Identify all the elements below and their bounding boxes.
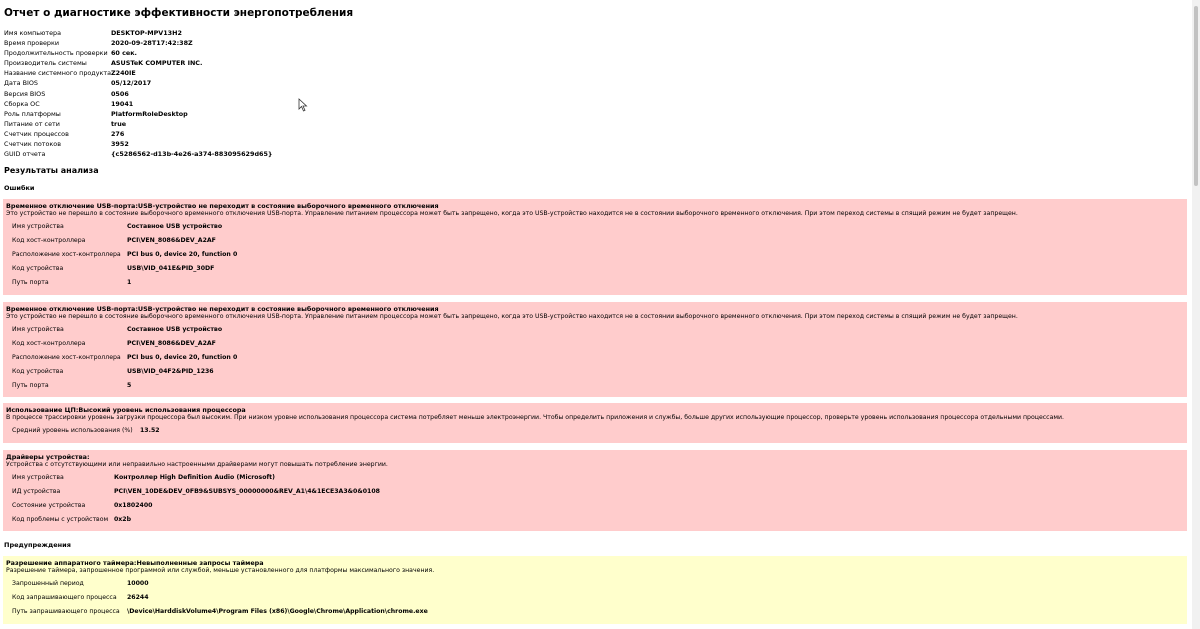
info-label: Счетчик потоков xyxy=(4,140,61,149)
table-row xyxy=(12,364,237,378)
detail-label: Путь порта xyxy=(12,381,49,389)
detail-label: ИД устройства xyxy=(12,487,61,495)
table-row xyxy=(4,119,272,129)
info-value: 276 xyxy=(110,129,125,138)
detail-label: Имя устройства xyxy=(12,473,64,481)
error-title: Использование ЦП:Высокий уровень использования процессора xyxy=(6,406,246,414)
info-value: Z240IE xyxy=(110,69,136,78)
error-block xyxy=(3,450,1187,531)
info-label: Сборка ОС xyxy=(4,99,40,108)
errors-heading: Ошибки xyxy=(4,184,35,192)
info-label: Дата BIOS xyxy=(4,79,38,88)
error-details-table xyxy=(12,423,160,437)
info-label: Питание от сети xyxy=(4,119,60,128)
detail-label: Код хост-контроллера xyxy=(12,339,86,347)
detail-value: PCI\VEN_10DE&DEV_0FB9&SUBSYS_00000000&REV_A1\4&1ECE3A3&0&0108 xyxy=(114,487,380,495)
info-value: DESKTOP-MPV13H2 xyxy=(110,29,182,37)
info-value: true xyxy=(110,119,127,128)
info-label: Продолжительность проверки xyxy=(4,49,108,58)
table-row xyxy=(12,590,428,604)
error-title: Временное отключение USB-порта:USB-устройство не переходит в состояние выборочного временного отключения xyxy=(6,202,439,210)
detail-value: 13.52 xyxy=(140,426,160,434)
detail-value: PCI\VEN_8086&DEV_A2AF xyxy=(127,339,216,347)
table-row xyxy=(12,498,380,512)
detail-label: Состояние устройства xyxy=(12,501,86,509)
info-value: ASUSTeK COMPUTER INC. xyxy=(110,59,203,68)
error-title: Временное отключение USB-порта:USB-устройство не переходит в состояние выборочного временного отключения xyxy=(6,305,439,313)
table-row xyxy=(12,275,237,289)
table-row xyxy=(4,58,272,68)
detail-value: 5 xyxy=(127,381,132,389)
table-row xyxy=(12,423,160,437)
info-value: 19041 xyxy=(110,99,134,108)
warnings-heading: Предупреждения xyxy=(4,541,71,549)
error-block xyxy=(3,403,1187,443)
info-label: Счетчик процессов xyxy=(4,129,69,138)
error-details-table xyxy=(12,322,237,392)
detail-label: Имя устройства xyxy=(12,325,64,333)
detail-value: PCI bus 0, device 20, function 0 xyxy=(127,353,238,361)
table-row xyxy=(4,139,272,149)
info-label: Название системного продукта xyxy=(4,69,111,78)
detail-label: Код запрашивающего процесса xyxy=(12,593,117,601)
detail-label: Средний уровень использования (%) xyxy=(12,426,133,434)
error-description: Это устройство не перешло в состояние выборочного временного отключения USB-порта. Управление питанием процессора может быть запрещено, когда это USB-устройство находится не в состоянии выборочного временного отключения. При этом переход системы в спящий режим не будет запрещен. xyxy=(6,313,1018,320)
table-row xyxy=(4,149,272,159)
error-block xyxy=(3,302,1187,397)
table-row xyxy=(4,38,272,48)
info-label: GUID отчета xyxy=(4,150,46,159)
detail-label: Код проблемы с устройством xyxy=(12,515,109,523)
detail-value: 26244 xyxy=(127,593,149,601)
table-row xyxy=(12,350,237,364)
table-row xyxy=(12,233,237,247)
table-row xyxy=(4,129,272,139)
table-row xyxy=(12,512,380,526)
detail-label: Путь порта xyxy=(12,278,49,286)
error-title: Драйверы устройства: xyxy=(6,453,90,461)
info-label: Время проверки xyxy=(4,39,59,48)
info-label: Имя компьютера xyxy=(4,29,62,37)
error-details-table xyxy=(12,470,380,526)
info-label: Производитель системы xyxy=(4,59,87,68)
detail-label: Код устройства xyxy=(12,264,64,272)
detail-value: 0x2b xyxy=(114,515,132,523)
info-value: 60 сек. xyxy=(110,49,137,58)
table-row xyxy=(12,219,237,233)
error-description: Устройства с отсутствующими или неправильно настроенными драйверами могут повышать потребление энергии. xyxy=(6,461,388,468)
detail-label: Код хост-контроллера xyxy=(12,236,86,244)
detail-label: Расположение хост-контроллера xyxy=(12,353,121,361)
error-block xyxy=(3,199,1187,295)
report-title: Отчет о диагностике эффективности энергопотребления xyxy=(4,7,354,19)
detail-value: 10000 xyxy=(127,579,149,587)
table-row xyxy=(12,378,237,392)
info-label: Версия BIOS xyxy=(4,89,46,98)
detail-value: \Device\HarddiskVolume4\Program Files (x86)\Google\Chrome\Application\chrome.exe xyxy=(127,607,428,615)
results-heading: Результаты анализа xyxy=(4,166,99,175)
system-info-table xyxy=(4,28,272,159)
table-row xyxy=(12,247,237,261)
info-value: {c5286562-d13b-4e26-a374-883095629d65} xyxy=(110,150,273,159)
warning-description: Разрешение таймера, запрошенное программой или службой, меньше установленного для платформы максимального значения. xyxy=(6,567,435,574)
table-row xyxy=(4,78,272,88)
error-description: Это устройство не перешло в состояние выборочного временного отключения USB-порта. Управление питанием процессора может быть запрещено, когда это USB-устройство находится не в состоянии выборочного временного отключения. При этом переход системы в спящий режим не будет запрещен. xyxy=(6,210,1018,217)
table-row xyxy=(4,99,272,109)
table-row xyxy=(4,89,272,99)
detail-value: USB\VID_041E&PID_30DF xyxy=(127,264,215,272)
error-description: В процессе трассировки уровень загрузки процессора был высоким. При низком уровне использования процессора система потребляет меньше электроэнергии. Чтобы определить приложения и службы, больше других использующие процессор, проверьте уровень использования процессора отдельными процессами. xyxy=(6,414,1065,421)
scrollbar-thumb[interactable] xyxy=(1194,6,1198,186)
detail-value: Составное USB устройство xyxy=(127,222,223,230)
error-details-table xyxy=(12,219,237,289)
detail-value: 1 xyxy=(127,278,132,286)
detail-label: Запрошенный период xyxy=(12,579,84,587)
info-value: 0506 xyxy=(110,89,129,98)
table-row xyxy=(4,68,272,78)
info-value: 2020-09-28T17:42:38Z xyxy=(110,39,193,48)
table-row xyxy=(12,604,428,618)
detail-value: USB\VID_04F2&PID_1236 xyxy=(127,367,214,375)
info-value: 05/12/2017 xyxy=(110,79,152,88)
detail-label: Путь запрашивающего процесса xyxy=(12,607,120,615)
table-row xyxy=(12,484,380,498)
detail-label: Имя устройства xyxy=(12,222,64,230)
detail-label: Расположение хост-контроллера xyxy=(12,250,121,258)
table-row xyxy=(12,336,237,350)
vertical-scrollbar[interactable] xyxy=(1192,0,1200,629)
detail-value: 0x1802400 xyxy=(114,501,153,509)
detail-label: Код устройства xyxy=(12,367,64,375)
table-row xyxy=(12,261,237,275)
table-row xyxy=(4,109,272,119)
warning-details-table xyxy=(12,576,428,618)
detail-value: Контроллер High Definition Audio (Microsoft) xyxy=(114,473,275,481)
warning-block xyxy=(3,556,1187,624)
table-row xyxy=(12,470,380,484)
info-value: PlatformRoleDesktop xyxy=(110,109,188,118)
warning-title: Разрешение аппаратного таймера:Невыполненные запросы таймера xyxy=(6,559,264,567)
detail-value: PCI bus 0, device 20, function 0 xyxy=(127,250,238,258)
table-row xyxy=(4,28,272,38)
detail-value: PCI\VEN_8086&DEV_A2AF xyxy=(127,236,216,244)
table-row xyxy=(12,322,237,336)
table-row xyxy=(4,48,272,58)
mouse-cursor-icon xyxy=(298,98,308,112)
info-value: 3952 xyxy=(110,140,129,149)
detail-value: Составное USB устройство xyxy=(127,325,223,333)
table-row xyxy=(12,576,428,590)
info-label: Роль платформы xyxy=(4,109,61,118)
